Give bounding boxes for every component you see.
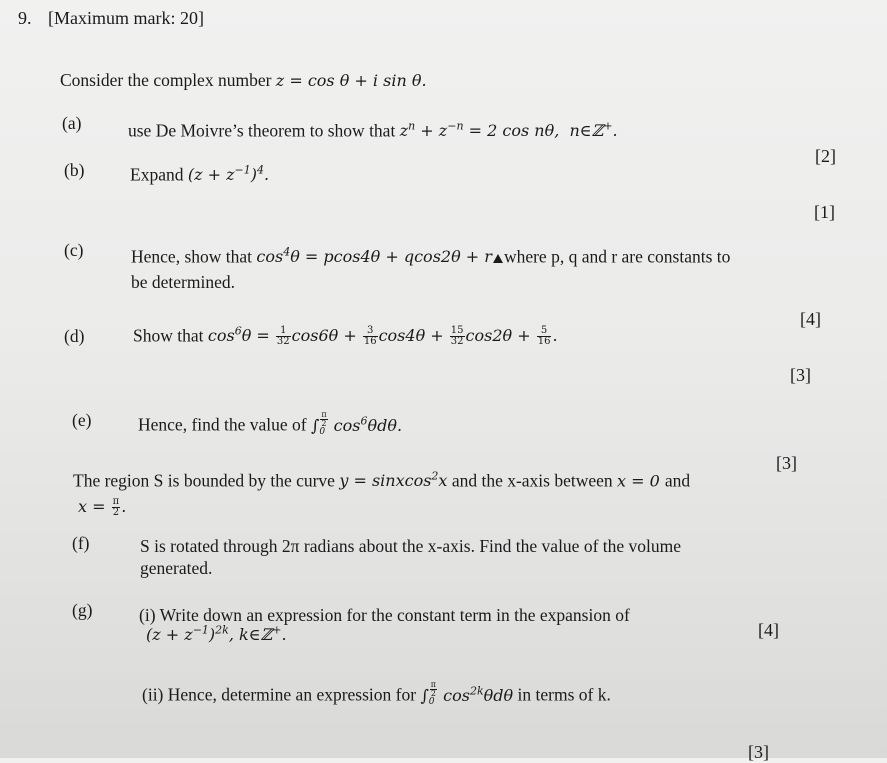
part-g-ii-math: ∫ π 2 0 $\cos^{2k}\theta d\theta$ <box>420 680 514 707</box>
part-g-i-text: Write down an expression for the constant term in the expansion of <box>159 605 630 625</box>
part-b-mark: [1] <box>814 202 835 222</box>
part-c-mark: [4] <box>800 309 821 329</box>
part-a-mark: [2] <box>815 146 836 166</box>
part-f-mark: [4] <box>758 620 779 640</box>
region-math2: x = 0 <box>617 471 665 491</box>
part-d-text: Show that <box>133 325 208 346</box>
part-e-line <box>138 410 403 439</box>
part-g-ii-label: (ii) <box>142 684 164 705</box>
part-f-text1-content: S is rotated through 2π radians about the x-axis. Find the value of the volume <box>140 536 682 556</box>
part-g-i-math: $(z + z^{-1})^{2k}$, k∈ℤ+. <box>146 624 287 645</box>
part-b-line <box>130 164 269 185</box>
intro-math: z = cos θ + i sin θ. <box>275 71 427 90</box>
frac-15-32: $\frac{15}{32}$ <box>450 325 464 348</box>
part-g-ii-text1: Hence, determine an expression for <box>167 684 421 705</box>
part-g-mark: [3] <box>748 742 769 762</box>
part-c-text1: Hence, show that <box>131 246 257 267</box>
part-d-mark: [3] <box>790 365 811 385</box>
part-d-line <box>133 325 558 347</box>
part-g-i-line <box>139 605 630 626</box>
part-c-text3: be determined. <box>131 272 235 292</box>
part-f-text1 <box>140 536 681 557</box>
region-line2 <box>78 496 126 518</box>
frac-5-16: $\frac{5}{16}$ <box>537 325 551 348</box>
part-e-label: (e) <box>72 410 92 430</box>
intro-line <box>60 70 427 91</box>
question-heading <box>18 8 204 29</box>
region-math3: x = $\frac{\pi}{2}$ . <box>78 496 127 518</box>
part-b-label: (b) <box>64 160 85 180</box>
region-text3: and <box>664 470 691 491</box>
part-d-label: (d) <box>64 326 85 346</box>
part-e-mark: [3] <box>776 453 797 473</box>
part-c-math: $\cos^4\theta = pcos4\theta + qcos2\theta + r$ <box>256 246 492 267</box>
region-text1: The region S is bounded by the curve <box>73 470 340 491</box>
part-e-math: ∫ π 2 0 $\cos^6\theta d\theta$. <box>310 410 403 437</box>
part-c-label: (c) <box>64 240 84 260</box>
part-g-i-label: (i) <box>139 605 156 625</box>
frac-3-16: $\frac{3}{16}$ <box>363 325 377 348</box>
part-g-label: (g) <box>72 600 93 620</box>
frac-1-32: $\frac{1}{32}$ <box>276 325 290 348</box>
part-g-ii-text2: in terms of k. <box>513 684 611 705</box>
part-a-math: $z^n + z^{-n} = 2$ cos nθ, n∈ℤ+. <box>399 120 618 141</box>
part-g-ii-line <box>142 680 611 709</box>
part-b-math: $(z + z^{-1})^4$. <box>187 164 270 185</box>
part-a-text: use De Moivre’s theorem to show that <box>128 120 400 141</box>
part-b-text: Expand <box>130 164 188 185</box>
part-c-line1 <box>131 246 730 267</box>
part-f-label: (f) <box>72 533 90 553</box>
part-a-line <box>128 120 618 141</box>
part-a-label: (a) <box>62 113 82 133</box>
max-mark-heading: [Maximum mark: 20] <box>48 8 204 28</box>
part-c-text2: where p, q and r are constants to <box>503 246 731 267</box>
part-g-i-math-line <box>146 624 287 645</box>
region-line1 <box>73 470 690 491</box>
part-d-math: $\cos^6\theta$ = $\frac{1}{32}$ cos6θ + $\frac{3}{16}$ cos4θ + $\frac{15}{32}$ cos2θ + $\frac{5}{16}$ . <box>207 325 558 348</box>
intro-text: Consider the complex number <box>60 70 276 90</box>
mouse-cursor-icon <box>493 254 503 263</box>
part-e-text: Hence, find the value of <box>138 414 311 435</box>
question-number: 9. <box>18 8 32 28</box>
region-math1: y = sinxcos$^2$x <box>339 470 448 491</box>
region-text2: and the x-axis between <box>447 470 618 491</box>
part-f-text2: generated. <box>140 558 213 578</box>
